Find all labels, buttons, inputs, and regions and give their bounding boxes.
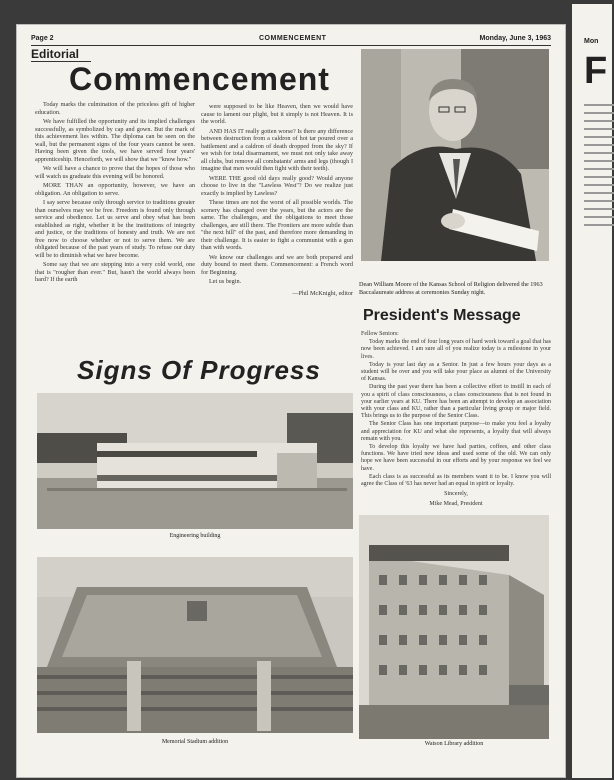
- stadium-caption: Memorial Stadium addition: [161, 739, 229, 745]
- letter-paragraph: Each class is as successful as its members want it to be. I know you will agree the Class of '63 has never had an equal in spirit or loyalty.: [361, 473, 551, 488]
- page-header: [31, 33, 551, 46]
- page-number: Page 2: [31, 35, 54, 42]
- editorial-paragraph: Some say that we are stepping into a very cold world, one that is "rougher than ever." But, hasn't the world always been hard? If the earth: [35, 261, 195, 283]
- editorial-paragraph: I say serve because only through service to traditions greater than ourselves may we be free. Freedom is found only through service and obedience. Let us serve and obey what has been established as right, whether it be the institutions of integrity and justice, or the traditions of honesty and truth. We are not free now to choose whether or not to serve them. We are obligated because of the past years of study. To refuse our duty will be to diminish what we have become.: [35, 199, 195, 259]
- editorial-paragraph: These times are not the worst of all possible worlds. The scenery has changed over the years, but the actors are the same. The challenges, and the obligations to meet those challenges, are still there. The Frontiers are more subtle than "the next hill" of the past, and therefore more demanding in their challenge. It is easier to fight a communist with a gun than with words.: [201, 199, 353, 251]
- library-caption: Watson Library addition: [424, 741, 484, 747]
- editorial-column-1: [35, 101, 195, 286]
- section-label: Editorial: [31, 47, 91, 62]
- paper-name: COMMENCEMENT: [259, 35, 327, 42]
- dean-photo-caption: Dean William Moore of the Kansas School of Religion delivered the 1963 Baccalaureate address at ceremonies Sunday night.: [359, 281, 543, 296]
- editorial-paragraph: Today marks the culmination of the priceless gift of higher education.: [35, 101, 195, 116]
- editorial-paragraph: We will have a chance to prove that the hopes of those who will watch us graduate this evening will be honored.: [35, 165, 195, 180]
- watson-library-photo: [359, 515, 549, 739]
- issue-date: Monday, June 3, 1963: [479, 35, 551, 42]
- editorial-paragraph: AND HAS IT really gotten worse? Is there any difference between destruction from a caldron of hot tar poured over a battlement and a caldron of death dropped from the sky? If we wish for total disarmament, we must not only take away all clubs, but remove all combatants' arms and legs (though I imagine that men would then fight with their teeth).: [201, 127, 353, 172]
- presidents-message-title: President's Message: [363, 307, 521, 324]
- letter-paragraph: To develop this loyalty we have had parties, coffees, and other class functions. We have tried new ideas and used some of the old. We can only hope we have been successful in our efforts and by your response we feel we have.: [361, 444, 551, 472]
- engineering-building-photo: [37, 393, 353, 529]
- adjacent-page-text-lines: [584, 104, 614, 232]
- adjacent-page-edge: [572, 4, 612, 778]
- letter-paragraph: Today is your last day as a Senior. In just a few hours your days as a student will be over and you will take your place as alumni of the University of Kansas.: [361, 361, 551, 383]
- editorial-column-2: [201, 103, 353, 297]
- letter-paragraph: The Senior Class has one important purpose—to make you feel a loyalty and appreciation for KU and what she represents, a loyalty that will always remain with you.: [361, 421, 551, 442]
- stadium-photo: [37, 557, 353, 733]
- adjacent-page-headline: F: [584, 50, 608, 92]
- letter-signature: Mike Mead, President: [429, 501, 483, 508]
- editorial-paragraph: Let us begin.: [209, 278, 242, 285]
- adjacent-page-header: Mon: [584, 38, 599, 45]
- editorial-paragraph: WERE THE good old days really good? Would anyone choose to live in the "Lawless West"? Do we realize just exactly is implied by Lawless?: [201, 174, 353, 197]
- editorial-title: Commencement: [69, 61, 330, 97]
- progress-title: Signs Of Progress: [77, 355, 321, 385]
- letter-paragraph: During the past year there has been a collective effort to instill in each of you a spirit of class consciousness, a class consciousness that is not found in your earlier years at KU. There has been an attempt to develop an association with your class and KU, rather than a particular living group or major field. This brings us to the purpose of the Senior Class.: [361, 384, 551, 420]
- presidents-message-body: [361, 331, 551, 510]
- letter-closing: Sincerely,: [444, 491, 468, 498]
- editorial-paragraph: We have fulfilled the opportunity and its implied challenges successfully, as symbolized by cap and gown. But the mark of this achievement lies within. The diploma can be seen on the wall, but the permanent signs of the four years cannot be seen. Having been given the tools, we have served four years' apprenticeship. Henceforth, we will show that we "know how.": [35, 118, 195, 163]
- letter-salutation: Fellow Seniors:: [361, 331, 399, 337]
- editorial-signature: —Phil McKnight, editor: [292, 289, 353, 297]
- editorial-paragraph: MORE THAN an opportunity, however, we have an obligation. An obligation to serve.: [35, 182, 195, 197]
- editorial-paragraph: We know our challenges and we are both prepared and duty bound to meet them. Commencement: a French word for Beginning.: [201, 253, 353, 276]
- editorial-paragraph: were supposed to be like Heaven, then we would have cause to lament our plight, but it simply is not Heaven. It is the world.: [201, 103, 353, 125]
- letter-paragraph: Today marks the end of four long years of hard work toward a goal that has now been achieved. I am sure all of you realize today is a milestone in your lives.: [361, 339, 551, 360]
- engineering-caption: Engineering building: [169, 533, 221, 539]
- newspaper-page: [16, 24, 566, 778]
- dean-moore-photo: [361, 49, 549, 261]
